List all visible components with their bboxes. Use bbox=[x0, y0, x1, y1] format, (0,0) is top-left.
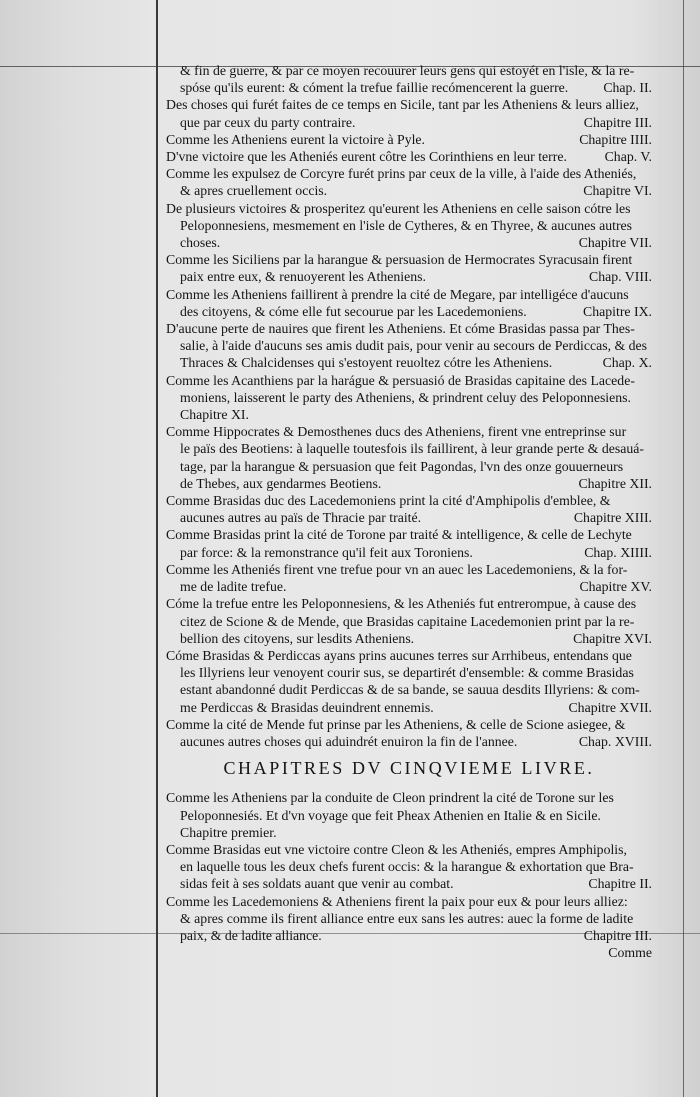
toc-entry-line: les Illyriens leur venoyent courir sus, se departirét d'ensemble: & comme Brasidas bbox=[180, 665, 634, 681]
toc-entry-line: Peloponnesiens, mesmement en l'isle de Cytheres, & en Thyree, & aucunes autres bbox=[180, 217, 633, 233]
chapter-number: Chapitre III. bbox=[583, 927, 652, 943]
toc-entry-text: bellion des citoyens, sur lesdits Atheniens. bbox=[180, 630, 415, 646]
chapter-number: Chapitre XV. bbox=[579, 579, 652, 595]
toc-entry-text: & apres cruellement occis. bbox=[180, 183, 328, 199]
chapter-number: Chapitre II. bbox=[588, 876, 652, 892]
toc-entry-text: Comme les Atheniens eurent la victoire à Pyle. bbox=[166, 131, 426, 147]
toc-entry bbox=[166, 561, 652, 595]
toc-entry-line bbox=[166, 927, 652, 944]
toc-entry-line bbox=[166, 630, 652, 647]
toc-entry-text: Thraces & Chalcidenses qui s'estoyent reuoltez cótre les Atheniens. bbox=[180, 355, 553, 371]
toc-entry-line: salie, à l'aide d'aucuns ses amis dudit pais, pour venir au secours de Perdiccas, & des bbox=[180, 338, 648, 354]
toc-entry bbox=[166, 372, 652, 424]
toc-entry-line bbox=[166, 578, 652, 595]
toc-entry-line: De plusieurs victoires & prosperitez qu'eurent les Atheniens en celle saison cótre les bbox=[166, 200, 631, 216]
toc-entry-line: Cóme Brasidas & Perdiccas ayans prins aucunes terres sur Arrhibeus, entendans que bbox=[166, 647, 632, 663]
toc-entry-line: Comme Hippocrates & Demosthenes ducs des Atheniens, firent vne entreprinse sur bbox=[166, 424, 627, 440]
toc-entry-text: aucunes autres au païs de Thracie par traité. bbox=[180, 510, 422, 526]
chapter-number: Chapitre XIII. bbox=[573, 510, 652, 526]
toc-entry-line: estant abandonné dudit Perdiccas & de sa bande, se sauua desdits Illyriens: & com- bbox=[180, 682, 640, 698]
toc-entry-line: Chapitre premier. bbox=[180, 824, 277, 840]
toc-entry-line: Chapitre XI. bbox=[180, 407, 249, 423]
toc-entry-text: paix entre eux, & renuoyerent les Atheniens. bbox=[180, 269, 426, 285]
toc-entry-line: & apres comme ils firent alliance entre eux sans les autres: auec la forme de ladite bbox=[180, 910, 634, 926]
toc-entry-line bbox=[166, 268, 652, 285]
toc-entry bbox=[166, 251, 652, 285]
chapter-number: Chapitre IIII. bbox=[579, 131, 652, 147]
toc-entry-line bbox=[166, 699, 652, 716]
toc-entry bbox=[166, 893, 652, 945]
catchword: Comme bbox=[608, 945, 652, 960]
toc-entry-line bbox=[166, 733, 652, 750]
chapter-number: Chapitre VI. bbox=[583, 183, 652, 199]
toc-entry-line: Cóme la trefue entre les Peloponnesiens, & les Atheniés fut entrerompue, à cause des bbox=[166, 596, 637, 612]
toc-entry-line bbox=[166, 475, 652, 492]
toc-entry bbox=[166, 789, 652, 841]
toc-entry-line: Comme Brasidas print la cité de Torone par traité & intelligence, & celle de Lechyte bbox=[166, 527, 632, 543]
book-five-entries bbox=[166, 789, 652, 944]
toc-entry-line bbox=[166, 79, 652, 96]
chapter-number: Chapitre IX. bbox=[583, 303, 652, 319]
toc-entry bbox=[166, 595, 652, 647]
toc-entry bbox=[166, 131, 652, 148]
toc-entry bbox=[166, 716, 652, 750]
toc-entry bbox=[166, 320, 652, 372]
chapter-number: Chap. XVIII. bbox=[578, 733, 652, 749]
toc-entry-line: Comme Brasidas eut vne victoire contre Cleon & les Atheniés, empres Amphipolis, bbox=[166, 841, 627, 857]
toc-entry-line bbox=[166, 131, 652, 148]
toc-entry-line: Peloponnesiés. Et d'vn voyage que feit Pheax Athenien en Italie & en Sicile. bbox=[180, 807, 601, 823]
toc-entry-line bbox=[166, 303, 652, 320]
chapter-number: Chapitre XVII. bbox=[568, 699, 652, 715]
toc-entry bbox=[166, 62, 652, 96]
toc-entry bbox=[166, 96, 652, 130]
toc-entry-line bbox=[166, 148, 652, 165]
toc-entry-text: par force: & la remonstrance qu'il feit aux Toroniens. bbox=[180, 544, 473, 560]
chapter-number: Chapitre XII. bbox=[578, 475, 652, 491]
toc-entry-line: Comme les Acanthiens par la harágue & persuasió de Brasidas capitaine des Lacede- bbox=[166, 372, 635, 388]
chapter-number: Chap. XIIII. bbox=[584, 544, 652, 560]
toc-entry-line bbox=[166, 182, 652, 199]
toc-entry-line: Comme les Atheniens faillirent à prendre la cité de Megare, par intelligéce d'aucuns bbox=[166, 286, 629, 302]
toc-entry bbox=[166, 165, 652, 199]
toc-entry-line: Des choses qui furét faites de ce temps en Sicile, tant par les Atheniens & leurs alliez, bbox=[166, 97, 639, 113]
toc-entry-line bbox=[166, 509, 652, 526]
toc-entry-line: Comme les Lacedemoniens & Atheniens firent la paix pour eux & pour leurs alliez: bbox=[166, 893, 628, 909]
chapter-number: Chap. X. bbox=[602, 355, 652, 371]
toc-entry-text: spóse qu'ils eurent: & cóment la trefue faillie recómencerent la guerre. bbox=[180, 80, 569, 96]
toc-entry-line bbox=[166, 354, 652, 371]
toc-entry-text: que par ceux du party contraire. bbox=[180, 114, 356, 130]
toc-entry bbox=[166, 200, 652, 252]
book-five-heading: CHAPITRES DV CINQVIEME LIVRE. bbox=[223, 758, 595, 779]
toc-entry-line: Comme les Siciliens par la harangue & persuasion de Hermocrates Syracusain firent bbox=[166, 252, 633, 268]
toc-entry bbox=[166, 148, 652, 165]
toc-entry-line: citez de Scione & de Mende, que Brasidas capitaine Lacedemonien print par la re- bbox=[180, 613, 635, 629]
chapter-number: Chapitre III. bbox=[583, 114, 652, 130]
toc-entry-text: sidas feit à ses soldats auant que venir au combat. bbox=[180, 876, 454, 892]
toc-entry-text: me de ladite trefue. bbox=[180, 579, 287, 595]
toc-entry bbox=[166, 423, 652, 492]
toc-entry-text: choses. bbox=[180, 235, 221, 251]
toc-entry-line: moniens, laisserent le party des Atheniens, & prindrent celuy des Peloponnesiens. bbox=[180, 389, 631, 405]
toc-entry-line: le païs des Beotiens: à laquelle toutesfois ils faillirent, à leur grande perte & desauá- bbox=[180, 441, 644, 457]
chapter-number: Chapitre XVI. bbox=[573, 630, 652, 646]
table-of-contents bbox=[166, 62, 652, 944]
toc-entry bbox=[166, 526, 652, 560]
toc-entry bbox=[166, 841, 652, 893]
toc-entry-line bbox=[166, 875, 652, 892]
toc-entry-line: Comme les expulsez de Corcyre furét prins par ceux de la ville, à l'aide des Atheniés, bbox=[166, 166, 637, 182]
toc-entry-line: & fin de guerre, & par ce moyen recouurer leurs gens qui estoyét en l'isle, & la re- bbox=[180, 63, 635, 78]
toc-entry-text: aucunes autres choses qui aduindrét enuiron la fin de l'annee. bbox=[180, 733, 518, 749]
toc-entry-line: Comme la cité de Mende fut prinse par les Atheniens, & celle de Scione asiegee, & bbox=[166, 716, 626, 732]
chapter-number: Chapitre VII. bbox=[578, 235, 652, 251]
toc-entry-text: me Perdiccas & Brasidas deuindrent ennemis. bbox=[180, 699, 434, 715]
toc-entry-line: Comme les Atheniés firent vne trefue pour vn an auec les Lacedemoniens, & la for- bbox=[166, 561, 628, 577]
toc-entry-text: paix, & de ladite alliance. bbox=[180, 927, 322, 943]
toc-entry-line: tage, par la harangue & persuasion que feit Pagondas, l'vn des onze gouuerneurs bbox=[180, 458, 624, 474]
toc-entry bbox=[166, 647, 652, 716]
toc-entry-text: de Thebes, aux gendarmes Beotiens. bbox=[180, 475, 382, 491]
toc-entry-line bbox=[166, 544, 652, 561]
book-four-entries bbox=[166, 62, 652, 750]
toc-entry-line: Comme Brasidas duc des Lacedemoniens print la cité d'Amphipolis d'emblee, & bbox=[166, 493, 611, 509]
toc-entry-text: D'vne victoire que les Atheniés eurent côtre les Corinthiens en leur terre. bbox=[166, 149, 567, 165]
toc-entry-line: D'aucune perte de nauires que firent les Atheniens. Et cóme Brasidas passa par Thes- bbox=[166, 321, 635, 337]
toc-entry-line bbox=[166, 114, 652, 131]
chapter-number: Chap. V. bbox=[604, 149, 652, 165]
toc-entry-text: des citoyens, & cóme elle fut secourue par les Lacedemoniens. bbox=[180, 303, 527, 319]
toc-entry bbox=[166, 286, 652, 320]
chapter-number: Chap. II. bbox=[603, 80, 652, 96]
toc-entry-line: Comme les Atheniens par la conduite de Cleon prindrent la cité de Torone sur les bbox=[166, 790, 614, 806]
toc-entry-line bbox=[166, 234, 652, 251]
toc-entry bbox=[166, 492, 652, 526]
toc-entry-line: en laquelle tous les deux chefs furent occis: & la harangue & exhortation que Bra- bbox=[180, 859, 634, 875]
chapter-number: Chap. VIII. bbox=[589, 269, 652, 285]
